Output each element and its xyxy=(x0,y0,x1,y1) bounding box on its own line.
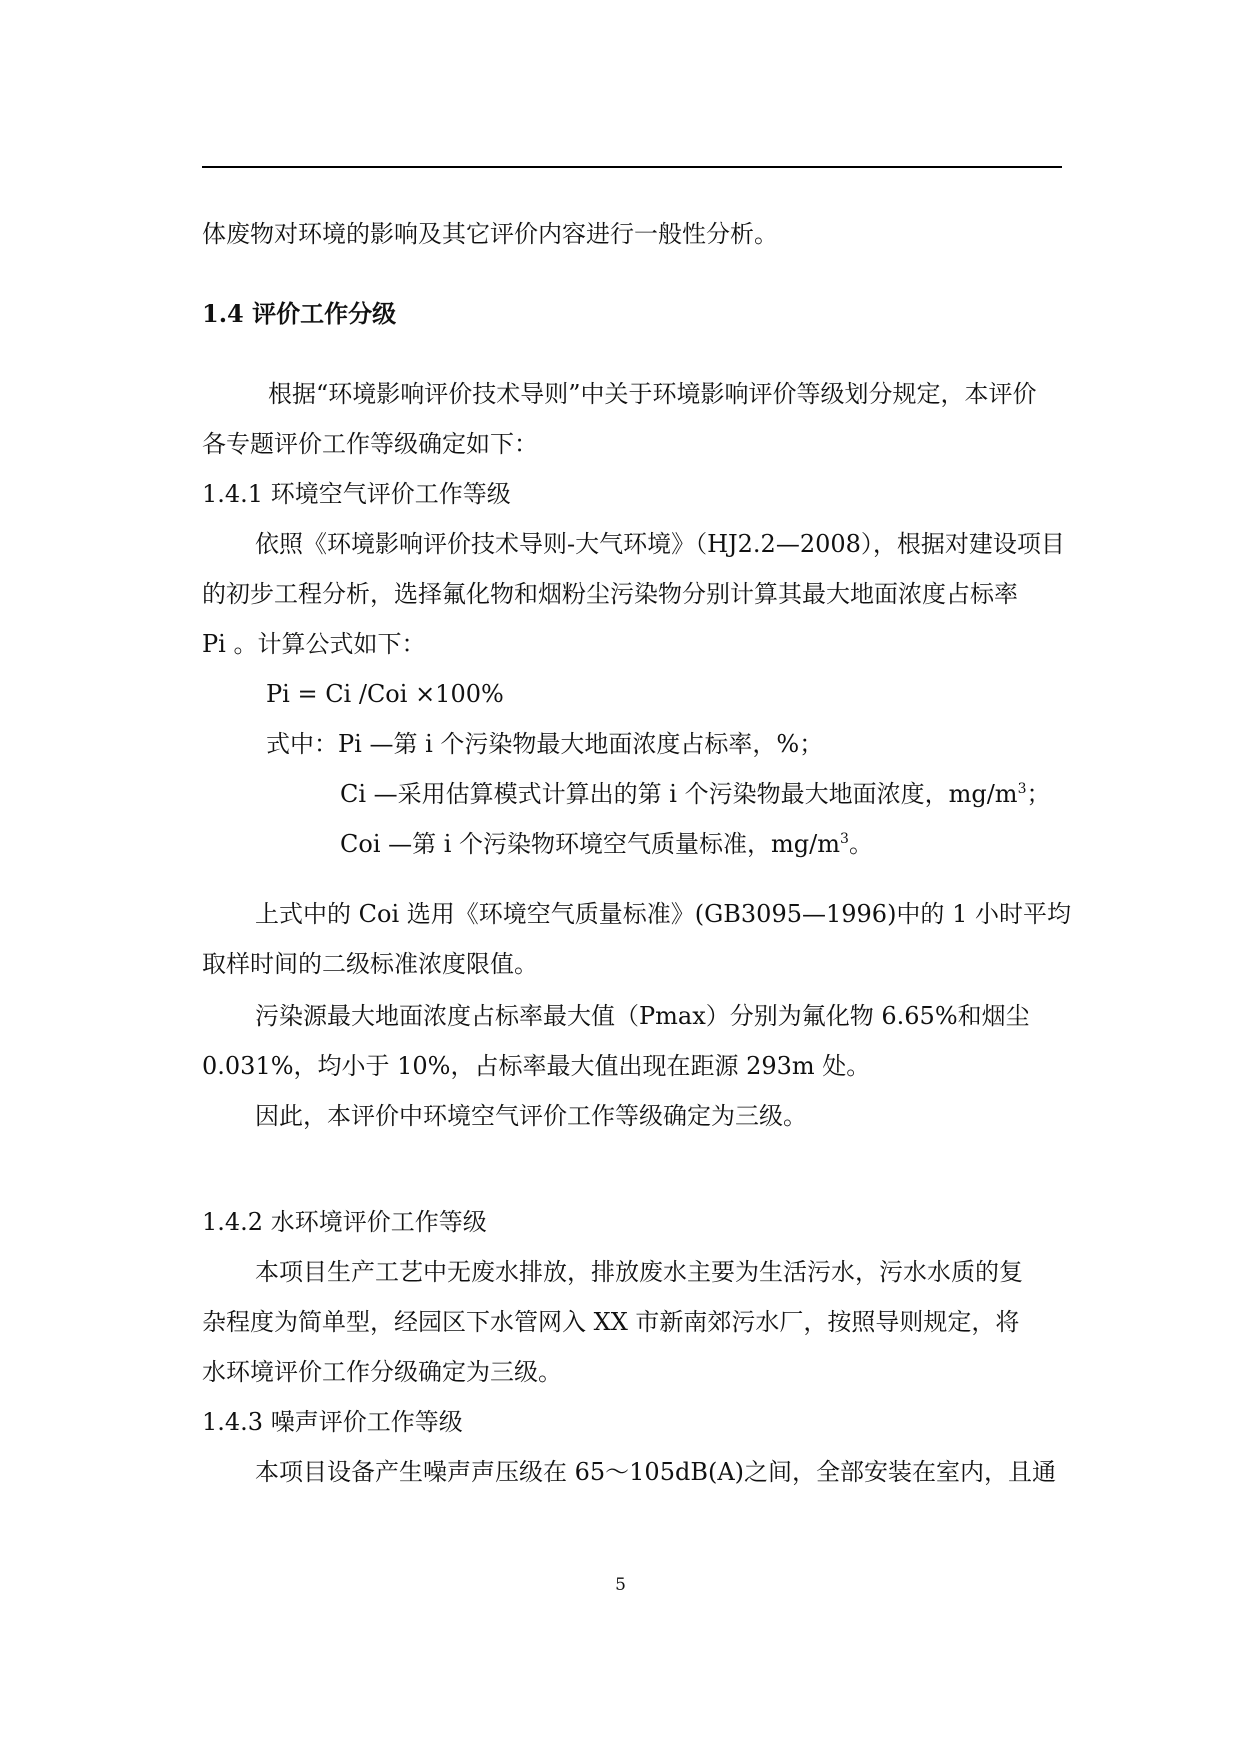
formula-legend-coi-end: 。 xyxy=(848,830,873,858)
paragraph-line: 污染源最大地面浓度占标率最大值（Pmax）分别为氟化物 6.65%和烟尘 xyxy=(255,1002,1030,1030)
subsection-heading-1-4-3: 1.4.3 噪声评价工作等级 xyxy=(202,1408,463,1436)
formula-legend-pi: 式中：Pi —第 i 个污染物最大地面浓度占标率，%； xyxy=(266,730,824,758)
superscript: 3 xyxy=(1017,781,1027,797)
section-heading-1-4: 1.4 评价工作分级 xyxy=(202,299,397,328)
page-number: 5 xyxy=(615,1575,626,1595)
formula-legend-coi-text: Coi —第 i 个污染物环境空气质量标准，mg/m xyxy=(340,830,841,858)
formula-legend-ci-text: Ci —采用估算模式计算出的第 i 个污染物最大地面浓度，mg/m xyxy=(340,780,1018,808)
paragraph-line: 0.031%，均小于 10%，占标率最大值出现在距源 293m 处。 xyxy=(202,1052,871,1080)
paragraph-line: 杂程度为简单型，经园区下水管网入 XX 市新南郊污水厂，按照导则规定，将 xyxy=(202,1308,1020,1336)
formula-legend-ci-end: ； xyxy=(1026,780,1051,808)
paragraph-line: 各专题评价工作等级确定如下： xyxy=(202,430,538,458)
paragraph-line: 根据“环境影响评价技术导则”中关于环境影响评价等级划分规定，本评价 xyxy=(268,380,1037,408)
formula-legend-coi xyxy=(340,828,873,860)
superscript: 3 xyxy=(840,831,849,847)
paragraph-line: 取样时间的二级标准浓度限值。 xyxy=(202,950,538,978)
paragraph-line: Pi 。计算公式如下： xyxy=(202,630,426,658)
paragraph-line: 本项目生产工艺中无废水排放，排放废水主要为生活污水，污水水质的复 xyxy=(255,1258,1023,1286)
paragraph-line: 依照《环境影响评价技术导则-大气环境》（HJ2.2—2008），根据对建设项目 xyxy=(255,530,1065,558)
paragraph-line: 上式中的 Coi 选用《环境空气质量标准》(GB3095—1996)中的 1 小时平均 xyxy=(255,900,1071,928)
paragraph-line: 水环境评价工作分级确定为三级。 xyxy=(202,1358,562,1386)
formula-legend-ci xyxy=(340,778,1051,810)
paragraph-line: 的初步工程分析，选择氟化物和烟粉尘污染物分别计算其最大地面浓度占标率 xyxy=(202,580,1018,608)
subsection-heading-1-4-1: 1.4.1 环境空气评价工作等级 xyxy=(202,480,511,508)
subsection-heading-1-4-2: 1.4.2 水环境评价工作等级 xyxy=(202,1208,487,1236)
paragraph-line: 因此，本评价中环境空气评价工作等级确定为三级。 xyxy=(255,1102,807,1130)
paragraph-line: 本项目设备产生噪声声压级在 65～105dB(A)之间，全部安装在室内，且通 xyxy=(255,1458,1057,1486)
paragraph-line: 体废物对环境的影响及其它评价内容进行一般性分析。 xyxy=(202,220,778,248)
header-rule xyxy=(202,166,1062,168)
formula: Pi = Ci /Coi ×100% xyxy=(266,680,504,708)
